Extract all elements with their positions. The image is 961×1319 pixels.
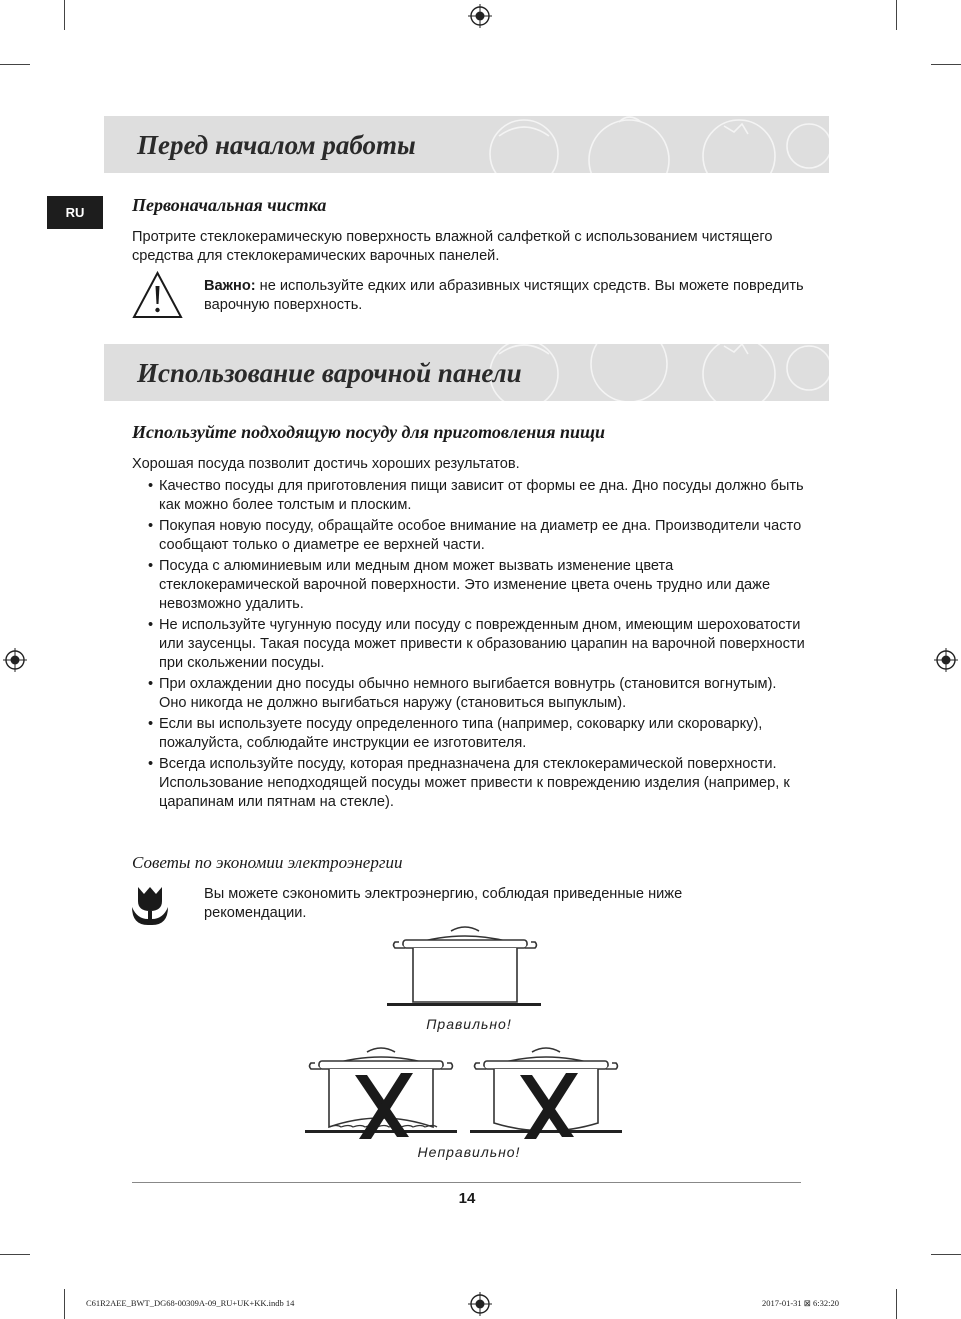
print-slug-left: C61R2AEE_BWT_DG68-00309A-09_RU+UK+KK.indb 14 [86,1298,295,1308]
section-subheading: Первоначальная чистка [132,195,327,215]
incorrect-pot-concave-illustration [305,1043,465,1143]
trim-mark [931,64,961,65]
print-slug-right: 2017-01-31 ⊠ 6:32:20 [762,1298,840,1308]
warning-body: не используйте едких или абразивных чистящих средств. Вы можете повредить варочную поверхность. [204,278,804,313]
eco-tulip-icon [131,885,169,927]
trim-mark [0,1254,30,1255]
list-item: • Если вы используете посуду определенного типа (например, соковарку или скороварку), пожалуйста, соблюдайте инструкции ее изготовителя. [148,715,808,753]
section-title: Использование варочной панели [137,358,522,388]
registration-mark-icon [468,1292,492,1316]
section-subheading: Используйте подходящую посуду для приготовления пищи [132,422,606,442]
cookware-bullet-list [148,477,808,814]
registration-mark-icon [468,4,492,28]
cleaning-paragraph: Протрите стеклокерамическую поверхность влажной салфеткой с использованием чистящего средства для стеклокерамических варочных панелей. [132,229,773,264]
list-item: • Не используйте чугунную посуду или посуду с поврежденным дном, имеющим шероховатости или заусенцы. Такая посуда может привести к образованию царапин на варочной поверхности при скольжении посуды. [148,616,808,673]
trim-mark [0,64,30,65]
incorrect-caption: Неправильно! [417,1144,521,1160]
list-item: • При охлаждении дно посуды обычно немного выгибается вовнутрь (становится вогнутым). Оно никогда не должно выгибаться наружу (становиться выпуклым). [148,675,808,713]
language-tab: RU [47,196,103,229]
page-number: 14 [458,1190,476,1207]
trim-mark [64,0,65,30]
energy-tips-text: Вы можете сэкономить электроэнергию, соблюдая приведенные ниже рекомендации. [204,886,683,921]
registration-mark-icon [3,648,27,672]
warning-icon [131,270,184,320]
list-item-extra: Использование неподходящей посуды может привести к повреждению изделия (например, к царапинам или пятнам на стекле). [159,775,790,810]
list-item: • Посуда с алюминиевым или медным дном может вызвать изменение цвета стеклокерамической варочной поверхности. Это изменение цвета очень трудно или даже невозможно удалить. [148,557,808,614]
page-title: Перед началом работы [137,130,416,160]
vegetable-decoration-icon [469,344,829,401]
trim-mark [64,1289,65,1319]
section-header-band [104,344,829,401]
correct-pot-illustration [385,920,545,1010]
cookware-intro: Хорошая посуда позволит достичь хороших результатов. [132,456,520,472]
trim-mark [896,1289,897,1319]
warning-label: Важно: [204,278,256,294]
energy-tips-heading: Советы по экономии электроэнергии [132,853,403,872]
warning-text [204,277,804,315]
list-item: • Покупая новую посуду, обращайте особое внимание на диаметр ее дна. Производители часто сообщают только о диаметре ее верхней части. [148,517,808,555]
incorrect-pot-convex-illustration [470,1043,630,1143]
registration-mark-icon [934,648,958,672]
list-item: • Качество посуды для приготовления пищи зависит от формы ее дна. Дно посуды должно быть как можно более толстым и плоским. [148,477,808,515]
trim-mark [896,0,897,30]
vegetable-decoration-icon [469,116,829,173]
correct-caption: Правильно! [426,1016,512,1032]
section-header-band [104,116,829,173]
footer-divider [132,1182,801,1183]
trim-mark [931,1254,961,1255]
list-item [148,755,808,812]
list-item-text: Всегда используйте посуду, которая предназначена для стеклокерамической поверхности. [159,756,777,772]
